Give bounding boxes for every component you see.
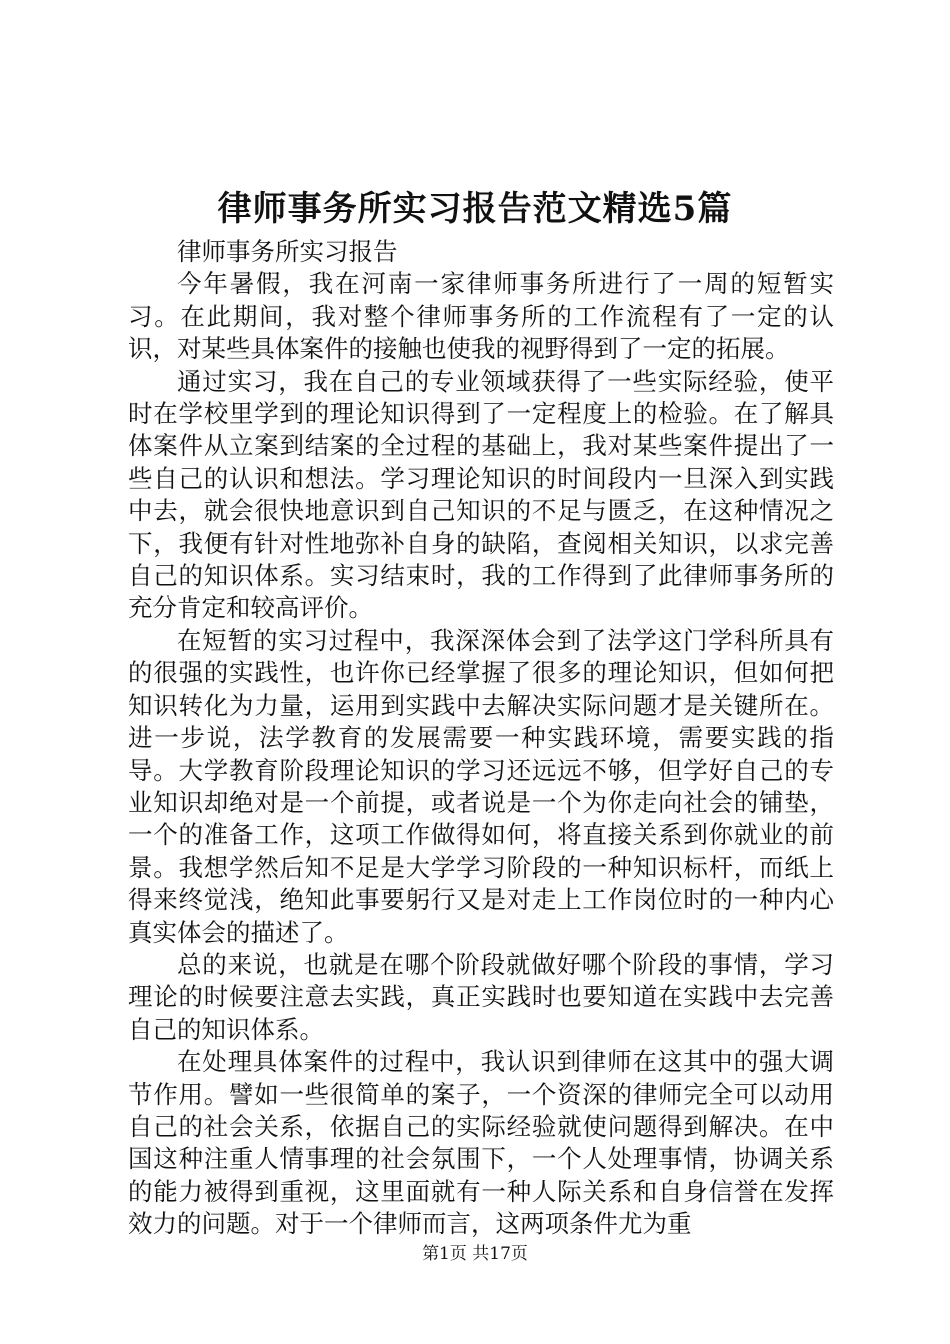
paragraph: 今年暑假，我在河南一家律师事务所进行了一周的短暂实习。在此期间，我对整个律师事务所的工作流程有了一定的认识，对某些具体案件的接触也使我的视野得到了一定的拓展。 bbox=[128, 269, 834, 364]
paragraph: 在短暂的实习过程中，我深深体会到了法学这门学科所具有的很强的实践性，也许你已经掌握了很多的理论知识，但如何把知识转化为力量，运用到实践中去解决实际问题才是关键所在。进一步说，法学教育的发展需要一种实践环境，需要实践的指导。大学教育阶段理论知识的学习还远远不够，但学好自己的专业知识却绝对是一个前提，或者说是一个为你走向社会的铺垫，一个的准备工作，这项工作做得如何，将直接关系到你就业的前景。我想学然后知不足是大学学习阶段的一种知识标杆，而纸上得来终觉浅，绝知此事要躬行又是对走上工作岗位时的一种内心真实体会的描述了。 bbox=[128, 625, 834, 947]
paragraph-subtitle: 律师事务所实习报告 bbox=[177, 237, 398, 266]
paragraph: 在处理具体案件的过程中，我认识到律师在这其中的强大调节作用。譬如一些很简单的案子，一个资深的律师完全可以动用自己的社会关系，依据自己的实际经验就使问题得到解决。在中国这种注重人情事理的社会氛围下，一个人处理事情，协调关系的能力被得到重视，这里面就有一种人际关系和自身信誉在发挥效力的问题。对于一个律师而言，这两项条件尤为重 bbox=[128, 1047, 834, 1239]
document-title: 律师事务所实习报告范文精选5篇 bbox=[217, 189, 733, 229]
document-body bbox=[128, 236, 834, 1241]
page-footer: 第1页 共17页 bbox=[422, 1244, 528, 1264]
paragraph: 通过实习，我在自己的专业领域获得了一些实际经验，使平时在学校里学到的理论知识得到了一定程度上的检验。在了解具体案件从立案到结案的全过程的基础上，我对某些案件提出了一些自己的认识和想法。学习理论知识的时间段内一旦深入到实践中去，就会很快地意识到自己知识的不足与匮乏，在这种情况之下，我便有针对性地弥补自身的缺陷，查阅相关知识，以求完善自己的知识体系。实习结束时，我的工作得到了此律师事务所的充分肯定和较高评价。 bbox=[128, 366, 834, 623]
paragraph: 总的来说，也就是在哪个阶段就做好哪个阶段的事情，学习理论的时候要注意去实践，真正实践时也要知道在实践中去完善自己的知识体系。 bbox=[128, 949, 834, 1044]
